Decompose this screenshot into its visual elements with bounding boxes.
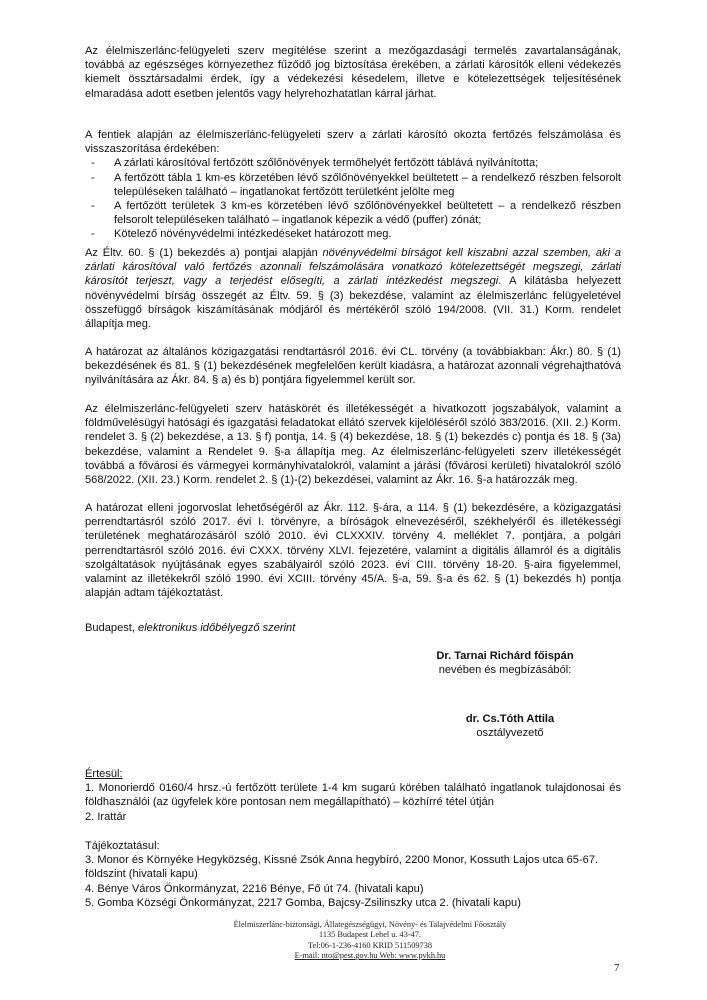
- page-footer: [120, 920, 620, 962]
- list-item: - A fertőzött tábla 1 km-es körzetében lévő szőlőnövényekkel beültetett – a rendelkező részben felsorolt településeken található – ingatlanokat fertőzött területként jelölte meg: [91, 171, 621, 198]
- paragraph-risk-assessment: Az élelmiszerlánc-felügyeleti szerv megítélése szerint a mezőgazdasági termelés zavartalanságának, továbbá az egészséges környezethez fűződő jog biztosítása érekében, a zárlati károsítók elleni védekezés kiemelt össztársadalmi érdek, így a védekezési késedelem, illetve e kötelezettségek teljesítésének elmaradása adott esetben jelentős vagy helyrehozhatatlan kárral járhat.: [85, 45, 621, 100]
- list-item: 4. Bénye Város Önkormányzat, 2216 Bénye, Fő út 74. (hivatali kapu): [85, 882, 424, 895]
- paragraph-issuance: A határozat az általános közigazgatási rendtartásról 2016. évi CL. törvény (a továbbiakban: Ákr.) 80. § (1) bekezdésének és 81. § (1) bekezdésének megfelelően került kiadásra, a határozat azonnali végrehajthatóvá nyilvánítására az Ákr. 84. § a) és b) pontjára figyelemmel került sor.: [85, 346, 621, 387]
- notify-list: [85, 767, 621, 824]
- paragraph-measures: [85, 128, 621, 242]
- paragraph-legal-remedy: A határozat elleni jogorvoslat lehetőségéről az Ákr. 112. §-ára, a 114. § (1) bekezdésére, a közigazgatási perrendtartásról szóló 2017. évi I. törvényre, a bíróságok elnevezéséről, székhelyéről és illetékességi területének meghatározásáról szóló 2010. évi CLXXXIV. törvény 4. melléklet 7. pontjára, a polgári perrendtartásról szóló 2016. évi CXXX. törvény XLVI. fejezetére, valamint a digitális államról és a digitális szolgáltatások nyújtásának egyes szabályairól szóló 2023. évi CIII. törvény 18-20. §-aira figyelemmel, valamint az illetékekről szóló 1990. évi XCIII. törvény 45/A. §-a, 59. §-a és 62. § (1) bekezdés h) pontja alapján adtam tájékoztatást.: [85, 502, 621, 600]
- bullet-dash: -: [91, 200, 95, 213]
- quoted-law-text: növényvédelmi bírságot kell kiszabni azzal szemben, aki a zárlati károsítóval való fertőzés azonnali felszámolására vonatkozó kötelezettségét megszegi, zárlati károsítót terjeszt, vagy a terjedést elősegíti, a zárlati intézkedést megszegi: [85, 247, 621, 288]
- signatory-role: osztályvezető: [476, 727, 544, 740]
- measures-list: [85, 156, 621, 241]
- paragraph-competence: Az élelmiszerlánc-felügyeleti szerv hatáskörét és illetékességét a hivatkozott jogszabályok, valamint a földművelésügyi hatósági és igazgatási feladatokat ellátó szervek kijelöléséről szóló 383/2016. (XII. 2.) Korm. rendelet 3. § (2) bekezdése, a 13. § f) pontja, 14. § (4) bekezdése, 18. § (1) bekezdés c) pontja és 18. § (3a) bekezdése, valamint a Rendelet 9. §-a állapítja meg. Az élelmiszerlánc-felügyeleti szerv illetékességét továbbá a fővárosi és vármegyei kormányhivatalokról, valamint a járási (fővárosi kerületi) hivatalokról szóló 568/2022. (XII. 23.) Korm. rendelet 2. § (1)-(2) bekezdései, valamint az Ákr. 16. §-a határozzák meg.: [85, 403, 621, 487]
- signatory-name: dr. Cs.Tóth Attila: [465, 713, 555, 725]
- list-item: - A fertőzött területek 3 km-es körzetében lévő szőlőnövényekkel beültetett – a rendelkező részben felsorolt településeken található – ingatlanok képezik a védő (puffer) zónát;: [91, 200, 621, 227]
- footer-address: 1135 Budapest Lehel u. 43-47.: [318, 930, 421, 940]
- list-item: 3. Monor és Környéke Hegyközség, Kissné Zsók Anna hegybíró, 2200 Monor, Kossuth Lajos utca 65-67. földszint (hivatali kapu): [85, 854, 599, 881]
- footer-email-web: E-mail: nto@pest.gov.hu Web: www.pvkh.hu: [294, 951, 446, 961]
- paragraph-fine: Az Éltv. 60. § (1) bekezdés a) pontjai alapján növényvédelmi bírságot kell kiszabni azzal szemben, aki a zárlati károsítóval való fertőzés azonnali felszámolására vonatkozó kötelezettségét megszegi, zárlati károsítót terjeszt, vagy a terjedést elősegíti, a zárlati intézkedést megszegi. A kilátásba helyezett növényvédelmi bírság összegét az Éltv. 59. § (3) bekezdése, valamint az élelmiszerlánc felügyeletével összefüggő bírságok kiszámításának módjáról és mértékéről szóló 194/2008. (VII. 31.) Korm. rendelet állapítja meg.: [85, 247, 621, 331]
- list-item: 2. Irattár: [85, 810, 127, 823]
- place-and-date: Budapest, elektronikus időbélyegző szerint: [85, 622, 296, 634]
- signature-block-prefect: [395, 649, 615, 677]
- signature-block-head: [410, 712, 610, 740]
- bullet-dash: -: [91, 171, 95, 184]
- measures-intro: A fentiek alapján az élelmiszerlánc-felügyeleti szerv a zárlati károsító okozta fertőzés felszámolása és visszaszorítása érdekében:: [85, 129, 621, 156]
- footer-department: Élelmiszerlánc-biztonsági, Állategészségügyi, Növény- és Talajvédelmi Főosztály: [233, 920, 507, 929]
- signatory-role: nevében és megbízásából:: [438, 664, 572, 677]
- list-item: - A zárlati károsítóval fertőzött szőlőnövények termőhelyét fertőzött táblává nyilvánította;: [91, 157, 539, 170]
- list-item: - Kötelező növényvédelmi intézkedéseket határozott meg.: [91, 228, 392, 241]
- info-list: [85, 839, 621, 910]
- info-heading: Tájékoztatásul:: [85, 840, 160, 852]
- signatory-name: Dr. Tarnai Richárd főispán: [436, 650, 574, 662]
- bullet-dash: -: [91, 228, 95, 241]
- list-item: 1. Monorierdő 0160/4 hrsz.-ú fertőzött területe 1-4 km sugarú körében található ingatlanok tulajdonosai és földhasználói (az ügyfelek köre pontosan nem megállapítható) – közhírré tétel útján: [85, 782, 621, 809]
- footer-contact: Tel:06-1-236-4160 KRID 511509738: [307, 940, 432, 950]
- bullet-dash: -: [91, 157, 95, 170]
- notify-heading: Értesül:: [85, 768, 123, 780]
- list-item: 5. Gomba Községi Önkormányzat, 2217 Gomba, Bajcsy-Zsilinszky utca 2. (hivatali kapu): [85, 896, 521, 909]
- page-number: 7: [614, 962, 620, 974]
